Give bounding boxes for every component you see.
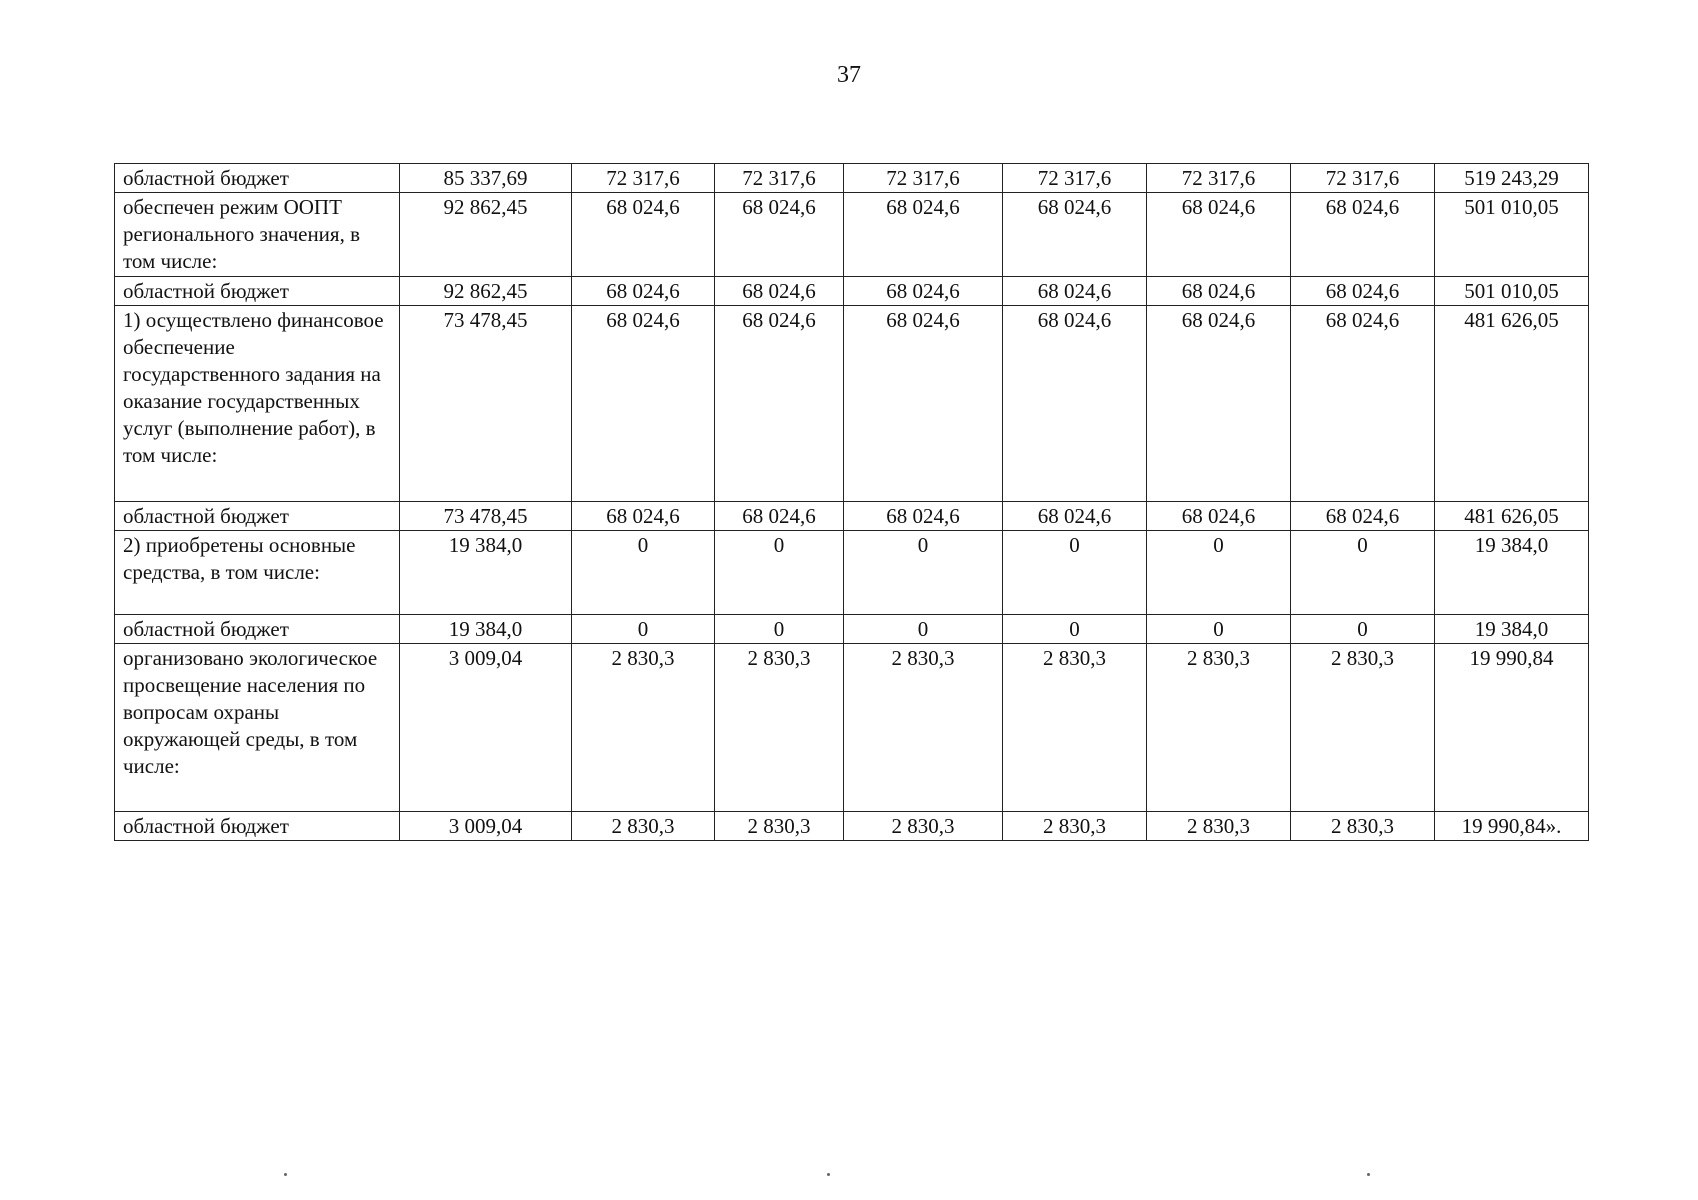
row-value: 68 024,6 [572, 193, 715, 277]
row-value: 68 024,6 [844, 277, 1003, 306]
row-value: 68 024,6 [715, 193, 844, 277]
row-value: 19 384,0 [1435, 531, 1589, 615]
row-label: областной бюджет [115, 164, 400, 193]
row-value: 68 024,6 [1291, 193, 1435, 277]
row-value: 0 [715, 615, 844, 644]
budget-table-body [115, 164, 1589, 841]
row-value: 68 024,6 [1291, 306, 1435, 502]
row-value: 73 478,45 [400, 306, 572, 502]
row-value: 501 010,05 [1435, 193, 1589, 277]
row-value: 68 024,6 [1147, 193, 1291, 277]
row-value: 19 990,84 [1435, 644, 1589, 812]
row-value: 519 243,29 [1435, 164, 1589, 193]
row-value: 72 317,6 [844, 164, 1003, 193]
table-row [115, 615, 1589, 644]
row-value: 72 317,6 [1291, 164, 1435, 193]
row-value: 68 024,6 [1003, 277, 1147, 306]
row-value: 0 [715, 531, 844, 615]
row-value: 68 024,6 [1147, 277, 1291, 306]
row-value: 0 [572, 615, 715, 644]
row-value: 72 317,6 [1003, 164, 1147, 193]
row-value: 68 024,6 [715, 277, 844, 306]
row-value: 72 317,6 [715, 164, 844, 193]
table-row [115, 306, 1589, 502]
row-value: 68 024,6 [1147, 502, 1291, 531]
row-value: 92 862,45 [400, 277, 572, 306]
row-value: 85 337,69 [400, 164, 572, 193]
row-value: 2 830,3 [1147, 812, 1291, 841]
row-value: 2 830,3 [1003, 644, 1147, 812]
row-value: 0 [844, 615, 1003, 644]
row-value: 2 830,3 [572, 812, 715, 841]
table-row [115, 193, 1589, 277]
row-value: 501 010,05 [1435, 277, 1589, 306]
row-value: 3 009,04 [400, 644, 572, 812]
row-value: 68 024,6 [1291, 502, 1435, 531]
row-value: 68 024,6 [1003, 502, 1147, 531]
row-value: 2 830,3 [715, 812, 844, 841]
row-value: 2 830,3 [1291, 644, 1435, 812]
row-value: 72 317,6 [572, 164, 715, 193]
row-label: 2) приобретены основные средства, в том числе: [115, 531, 400, 615]
row-value: 0 [1147, 615, 1291, 644]
row-value: 68 024,6 [1147, 306, 1291, 502]
scan-speck [1367, 1173, 1370, 1176]
row-value: 3 009,04 [400, 812, 572, 841]
row-value: 68 024,6 [844, 306, 1003, 502]
row-label: областной бюджет [115, 812, 400, 841]
row-label: 1) осуществлено финансовое обеспечение государственного задания на оказание государственных услуг (выполнение работ), в том числе: [115, 306, 400, 502]
row-value: 68 024,6 [1003, 306, 1147, 502]
row-value: 68 024,6 [572, 502, 715, 531]
row-value: 19 990,84». [1435, 812, 1589, 841]
row-value: 73 478,45 [400, 502, 572, 531]
row-label: областной бюджет [115, 502, 400, 531]
row-value: 19 384,0 [400, 615, 572, 644]
row-value: 68 024,6 [1003, 193, 1147, 277]
scan-speck [284, 1173, 287, 1176]
row-value: 2 830,3 [844, 812, 1003, 841]
table-row [115, 812, 1589, 841]
row-value: 0 [844, 531, 1003, 615]
table-row [115, 502, 1589, 531]
row-value: 0 [572, 531, 715, 615]
row-value: 2 830,3 [715, 644, 844, 812]
row-value: 0 [1291, 531, 1435, 615]
row-value: 2 830,3 [1147, 644, 1291, 812]
budget-table [114, 163, 1589, 841]
table-row [115, 644, 1589, 812]
row-value: 68 024,6 [572, 277, 715, 306]
row-value: 481 626,05 [1435, 306, 1589, 502]
row-label: обеспечен режим ООПТ регионального значения, в том числе: [115, 193, 400, 277]
row-value: 0 [1003, 615, 1147, 644]
row-value: 92 862,45 [400, 193, 572, 277]
table-row [115, 164, 1589, 193]
row-value: 0 [1003, 531, 1147, 615]
row-value: 0 [1147, 531, 1291, 615]
row-value: 19 384,0 [1435, 615, 1589, 644]
row-value: 2 830,3 [844, 644, 1003, 812]
row-value: 2 830,3 [1003, 812, 1147, 841]
table-row [115, 277, 1589, 306]
row-value: 68 024,6 [1291, 277, 1435, 306]
row-value: 481 626,05 [1435, 502, 1589, 531]
row-value: 68 024,6 [572, 306, 715, 502]
row-value: 68 024,6 [844, 502, 1003, 531]
row-label: областной бюджет [115, 615, 400, 644]
row-label: областной бюджет [115, 277, 400, 306]
table-row [115, 531, 1589, 615]
page-number: 37 [837, 62, 861, 88]
row-value: 68 024,6 [715, 306, 844, 502]
row-value: 0 [1291, 615, 1435, 644]
row-label: организовано экологическое просвещение населения по вопросам охраны окружающей среды, в том числе: [115, 644, 400, 812]
row-value: 68 024,6 [844, 193, 1003, 277]
row-value: 2 830,3 [572, 644, 715, 812]
scan-speck [827, 1173, 830, 1176]
row-value: 68 024,6 [715, 502, 844, 531]
row-value: 72 317,6 [1147, 164, 1291, 193]
row-value: 2 830,3 [1291, 812, 1435, 841]
row-value: 19 384,0 [400, 531, 572, 615]
